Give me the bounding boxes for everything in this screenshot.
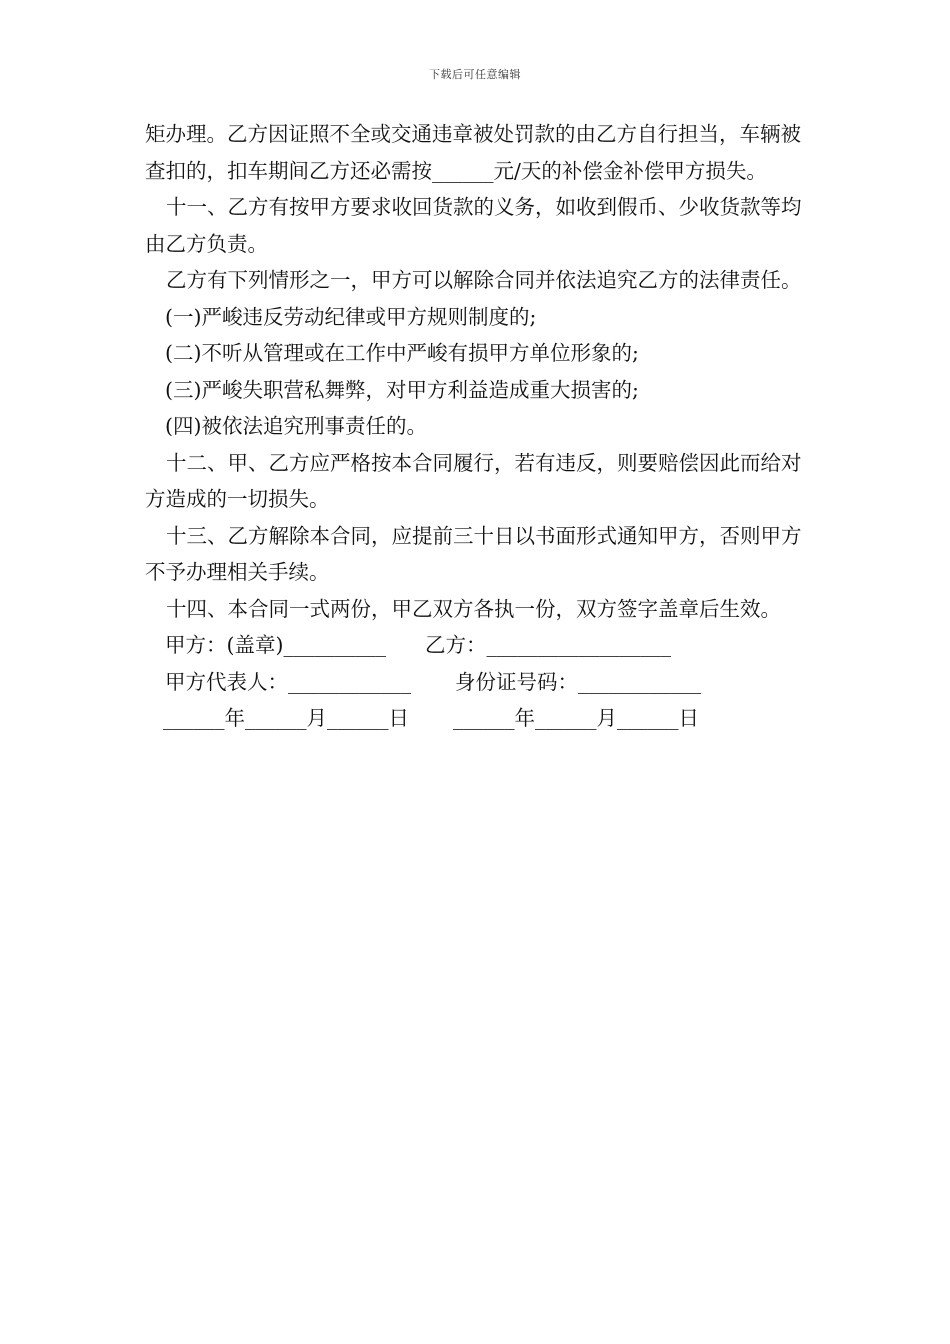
party-a-representative-field: 甲方代表人：____________ bbox=[165, 669, 411, 694]
document-body bbox=[145, 116, 810, 737]
party-a-seal-field: 甲方：(盖章)__________ bbox=[165, 633, 386, 657]
clause-13: 十三、乙方解除本合同，应提前三十日以书面形式通知甲方，否则甲方不予办理相关手续。 bbox=[145, 523, 802, 584]
condition-item-2: (二)不听从管理或在工作中严峻有损甲方单位形象的; bbox=[165, 341, 639, 365]
condition-item-1: (一)严峻违反劳动纪律或甲方规则制度的; bbox=[165, 304, 537, 329]
party-a-date-field: ______年______月______日 bbox=[163, 706, 409, 730]
paragraph-continuation: 矩办理。乙方因证照不全或交通违章被处罚款的由乙方自行担当，车辆被查扣的，扣车期间乙方还必需按______元/天的补偿金补偿甲方损失。 bbox=[145, 122, 801, 183]
party-b-date-field: ______年______月______日 bbox=[453, 706, 699, 730]
signature-row-parties bbox=[145, 627, 810, 664]
page-header: 下载后可任意编辑 bbox=[429, 68, 521, 81]
clause-11: 十一、乙方有按甲方要求收回货款的义务，如收到假币、少收货款等均由乙方负责。 bbox=[145, 195, 802, 256]
condition-item-3: (三)严峻失职营私舞弊，对甲方利益造成重大损害的; bbox=[165, 377, 639, 402]
condition-item-4: (四)被依法追究刑事责任的。 bbox=[165, 414, 427, 438]
party-b-field: 乙方：__________________ bbox=[425, 633, 671, 657]
signature-row-dates bbox=[145, 700, 810, 737]
signature-row-representative bbox=[145, 664, 810, 701]
clause-12: 十二、甲、乙方应严格按本合同履行，若有违反，则要赔偿因此而给对方造成的一切损失。 bbox=[145, 450, 802, 511]
clause-14: 十四、本合同一式两份，甲乙双方各执一份，双方签字盖章后生效。 bbox=[166, 596, 781, 621]
id-number-field: 身份证号码：____________ bbox=[455, 669, 701, 694]
termination-conditions: 乙方有下列情形之一，甲方可以解除合同并依法追究乙方的法律责任。 bbox=[166, 268, 802, 292]
